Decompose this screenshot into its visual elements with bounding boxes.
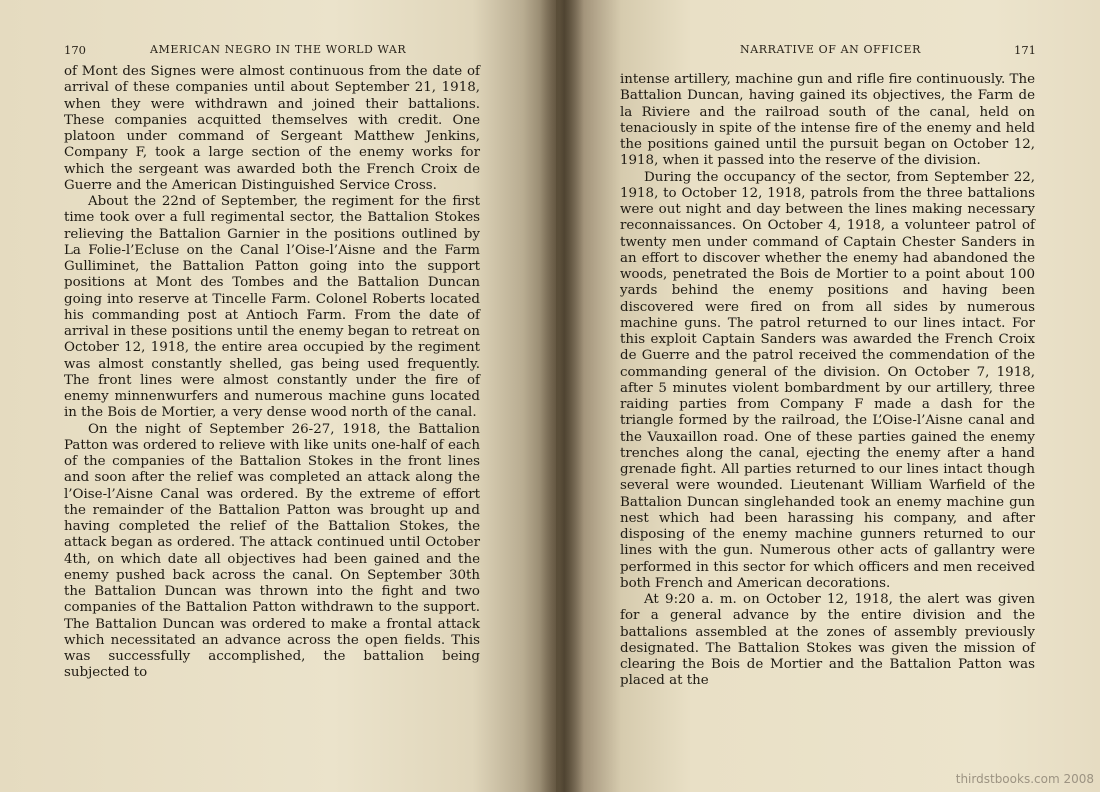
- left-page-number: 170: [64, 43, 86, 57]
- right-paragraph-2: During the occupancy of the sector, from September 22, 1918, to October 12, 1918, patrols from the three battalions were out night and day between the lines making necessary reconnaissances. On October 4, 1918, a volunteer patrol of twenty men under command of Captain Chester Sanders in an effort to discover whether the enemy had abandoned the woods, penetrated the Bois de Mortier to a point about 100 yards behind the enemy positions and having been discovered were fired on from all sides by numerous machine guns. The patrol returned to our lines intact. For this exploit Captain Sanders was awarded the French Croix de Guerre and the patrol received the commendation of the commanding general of the division. On October 7, 1918, after 5 minutes violent bombardment by our artillery, three raiding parties from Company F made a dash for the triangle formed by the railroad, the L’Oise-l’Aisne canal and the Vauxaillon road. One of these parties gained the enemy trenches along the canal, ejecting the enemy after a hand grenade fight. All parties returned to our lines intact though several were wounded. Lieutenant William Warfield of the Battalion Duncan singlehanded took an enemy machine gun nest which had been harassing his company, and after disposing of the enemy machine gunners returned to our lines with the gun. Numerous other acts of gallantry were performed in this sector for which officers and men received both French and American decorations.: [620, 169, 1035, 591]
- right-page-number: 171: [1014, 43, 1036, 57]
- right-paragraph-1: intense artillery, machine gun and rifle fire continuously. The Battalion Duncan, having gained its objectives, the Farm de la Riviere and the railroad south of the canal, held on tenaciously in spite of the intense fire of the enemy and held the positions gained until the pursuit began on October 12, 1918, when it passed into the reserve of the division.: [620, 72, 1035, 169]
- left-paragraph-3: On the night of September 26-27, 1918, the Battalion Patton was ordered to relieve with like units one-half of each of the companies of the Battalion Stokes in the front lines and soon after the relief was completed an attack along the l’Oise-l’Aisne Canal was ordered. By the extreme of effort the remainder of the Battalion Patton was brought up and having completed the relief of the Battalion Stokes, the attack began as ordered. The attack continued until October 4th, on which date all objectives had been gained and the enemy pushed back across the canal. On September 30th the Battalion Duncan was thrown into the fight and two companies of the Battalion Patton withdrawn to the support. The Battalion Duncan was ordered to make a frontal attack which necessitated an advance across the open fields. This was successfully accomplished, the battalion being subjected to: [64, 421, 480, 681]
- right-paragraph-3: At 9:20 a. m. on October 12, 1918, the alert was given for a general advance by the entire division and the battalions assembled at the zones of assembly previously designated. The Battalion Stokes was given the mission of clearing the Bois de Mortier and the Battalion Patton was placed at the: [620, 592, 1035, 689]
- right-running-head: NARRATIVE OF AN OFFICER: [740, 43, 921, 56]
- left-page-body: [64, 64, 480, 682]
- left-paragraph-2: About the 22nd of September, the regiment for the first time took over a full regimental sector, the Battalion Stokes relieving the Battalion Garnier in the positions outlined by La Folie-l’Ecluse on the Canal l’Oise-l’Aisne and the Farm Gulliminet, the Battalion Patton going into the support positions at Mont des Tombes and the Battalion Duncan going into reserve at Tincelle Farm. Colonel Roberts located his commanding post at Antioch Farm. From the date of arrival in these positions until the enemy began to retreat on October 12, 1918, the entire area occupied by the regiment was almost constantly shelled, gas being used frequently. The front lines were almost constantly under the fire of enemy minnenwurfers and numerous machine guns located in the Bois de Mortier, a very dense wood north of the canal.: [64, 194, 480, 421]
- right-page-body: [620, 72, 1035, 690]
- left-running-head: AMERICAN NEGRO IN THE WORLD WAR: [150, 43, 407, 56]
- left-paragraph-1: of Mont des Signes were almost continuous from the date of arrival of these companies until about September 21, 1918, when they were withdrawn and joined their battalions. These companies acquitted themselves with credit. One platoon under command of Sergeant Matthew Jenkins, Company F, took a large section of the enemy works for which the sergeant was awarded both the French Croix de Guerre and the American Distinguished Service Cross.: [64, 64, 480, 193]
- book-gutter: [540, 0, 584, 792]
- watermark: thirdstbooks.com 2008: [955, 772, 1094, 786]
